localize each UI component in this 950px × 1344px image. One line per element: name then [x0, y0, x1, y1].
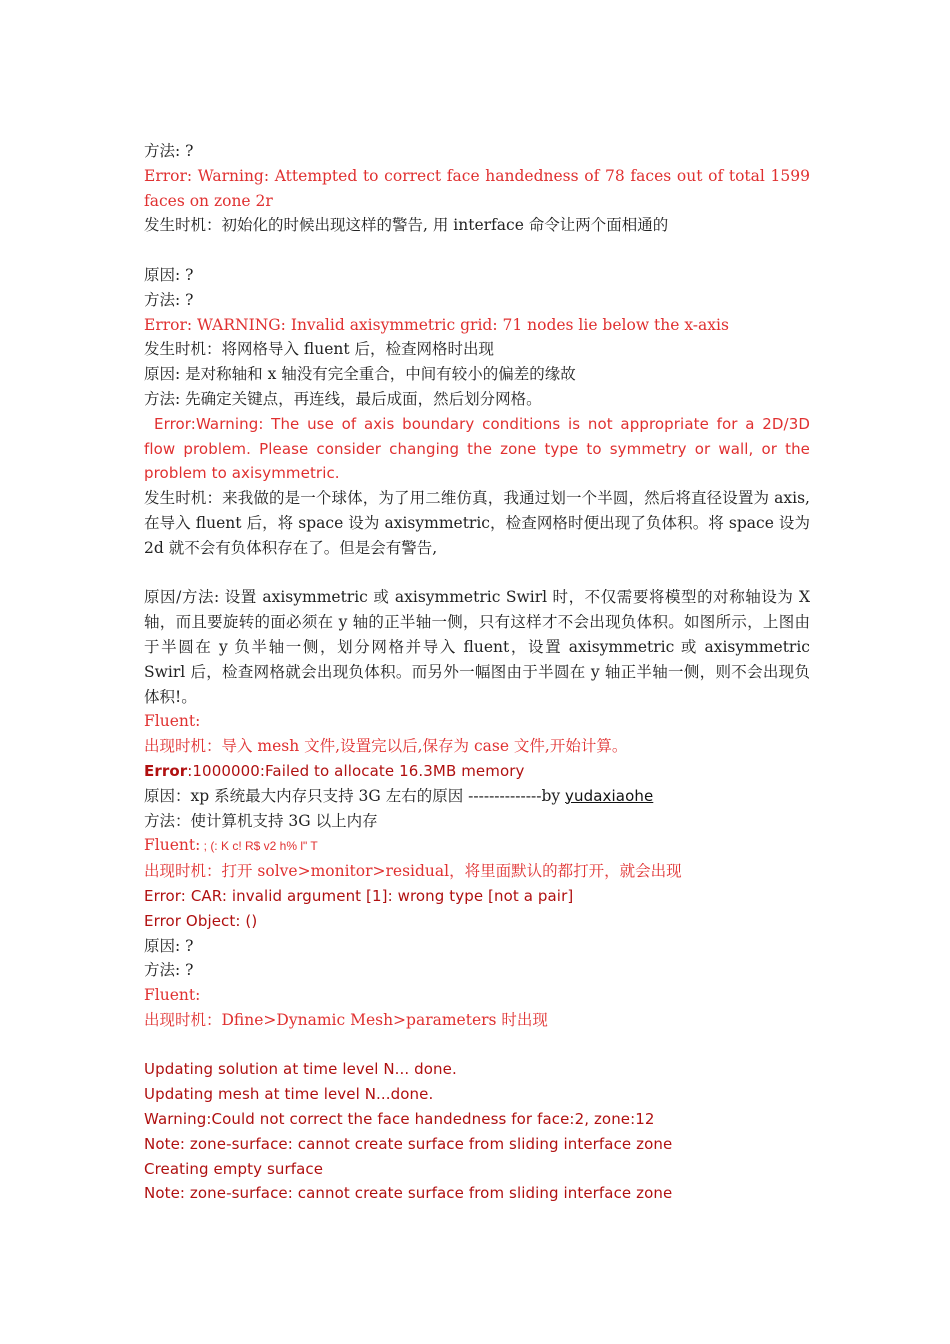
error-object-line: Error Object: ()	[144, 911, 258, 930]
cause-line-4: 原因: ?	[144, 936, 194, 955]
cause-method-line: 原因/方法: 设置 axisymmetric 或 axisymmetric Swirl 时，不仅需要将模型的对称轴设为 X 轴，而且要旋转的面必须在 y 轴的正半轴一侧，只有这样才不会出现负体积。如图所示，上图由于半圆在 y 负半轴一侧，划分网格并导入 fluent，设置 axisymmetric 或 axisymmetric Swirl 后，检查网格就会出现负体积。而另外一幅图由于半圆在 y 轴正半轴一侧，则不会出现负体积!。	[144, 588, 810, 706]
error-memory-text: :1000000:Failed to allocate 16.3MB memory	[187, 761, 525, 780]
cause-line-3	[144, 784, 810, 809]
cause-line-2: 原因: 是对称轴和 x 轴没有完全重合，中间有较小的偏差的缘故	[144, 365, 576, 384]
log-line-4: Note: zone-surface: cannot create surface from sliding interface zone	[144, 1134, 673, 1153]
fluent-label-3: Fluent:	[144, 986, 201, 1005]
spacer	[144, 561, 810, 586]
document-body	[144, 139, 810, 1206]
log-line-5: Creating empty surface	[144, 1159, 324, 1178]
error-car-line: Error: CAR: invalid argument [1]: wrong type [not a pair]	[144, 886, 574, 905]
log-line-6: Note: zone-surface: cannot create surface from sliding interface zone	[144, 1184, 673, 1203]
cause-line-1: 原因: ?	[144, 265, 194, 284]
error-memory-label: Error	[144, 761, 188, 780]
method-line-4: 方法：使计算机支持 3G 以上内存	[144, 811, 378, 830]
occasion-line-6: 出现时机：Dfine>Dynamic Mesh>parameters 时出现	[144, 1010, 548, 1029]
occasion-line-1: 发生时机：初始化的时候出现这样的警告, 用 interface 命令让两个面相通的	[144, 216, 669, 235]
fluent-label-2	[144, 833, 810, 859]
error-memory-line	[144, 759, 810, 784]
method-line-2: 方法: ?	[144, 290, 194, 309]
error-axis-boundary: Error:Warning: The use of axis boundary conditions is not appropriate for a 2D/3D flow problem. Please consider changing the zone type to symmetry or wall, or the problem to axisymmetric.	[144, 414, 810, 483]
occasion-line-2: 发生时机：将网格导入 fluent 后，检查网格时出现	[144, 340, 495, 359]
error-axisymmetric-grid: Error: WARNING: Invalid axisymmetric grid: 71 nodes lie below the x-axis	[144, 315, 729, 334]
method-line-1: 方法: ?	[144, 142, 194, 160]
log-line-1: Updating solution at time level N... done.	[144, 1060, 457, 1079]
log-line-3: Warning:Could not correct the face handedness for face:2, zone:12	[144, 1110, 655, 1129]
method-line-5: 方法: ?	[144, 961, 194, 980]
spacer	[144, 238, 810, 263]
fluent-label-2-text: Fluent:	[144, 836, 201, 855]
garbled-text: ; (: K c! R$ v2 h% l" T	[200, 839, 318, 854]
spacer	[144, 1033, 810, 1058]
log-line-2: Updating mesh at time level N...done.	[144, 1085, 434, 1104]
cause-line-3-text: 原因：xp 系统最大内存只支持 3G 左右的原因 --------------by	[144, 786, 566, 805]
occasion-line-3: 发生时机：来我做的是一个球体，为了用二维仿真，我通过划一个半圆，然后将直径设置为 axis,在导入 fluent 后，将 space 设为 axisymmetric，检查网格时便出现了负体积。将 space 设为 2d 就不会有负体积存在了。但是会有警告,	[144, 489, 810, 557]
occasion-line-5: 出现时机：打开 solve>monitor>residual，将里面默认的都打开，就会出现	[144, 862, 682, 881]
method-line-3: 方法: 先确定关键点，再连线，最后成面，然后划分网格。	[144, 389, 542, 408]
error-face-handedness: Error: Warning: Attempted to correct face handedness of 78 faces out of total 1599 faces on zone 2r	[144, 166, 810, 210]
fluent-label-1: Fluent:	[144, 712, 201, 731]
occasion-line-4: 出现时机：导入 mesh 文件,设置完以后,保存为 case 文件,开始计算。	[144, 737, 628, 756]
author-link[interactable]: yudaxiaohe	[565, 786, 654, 805]
